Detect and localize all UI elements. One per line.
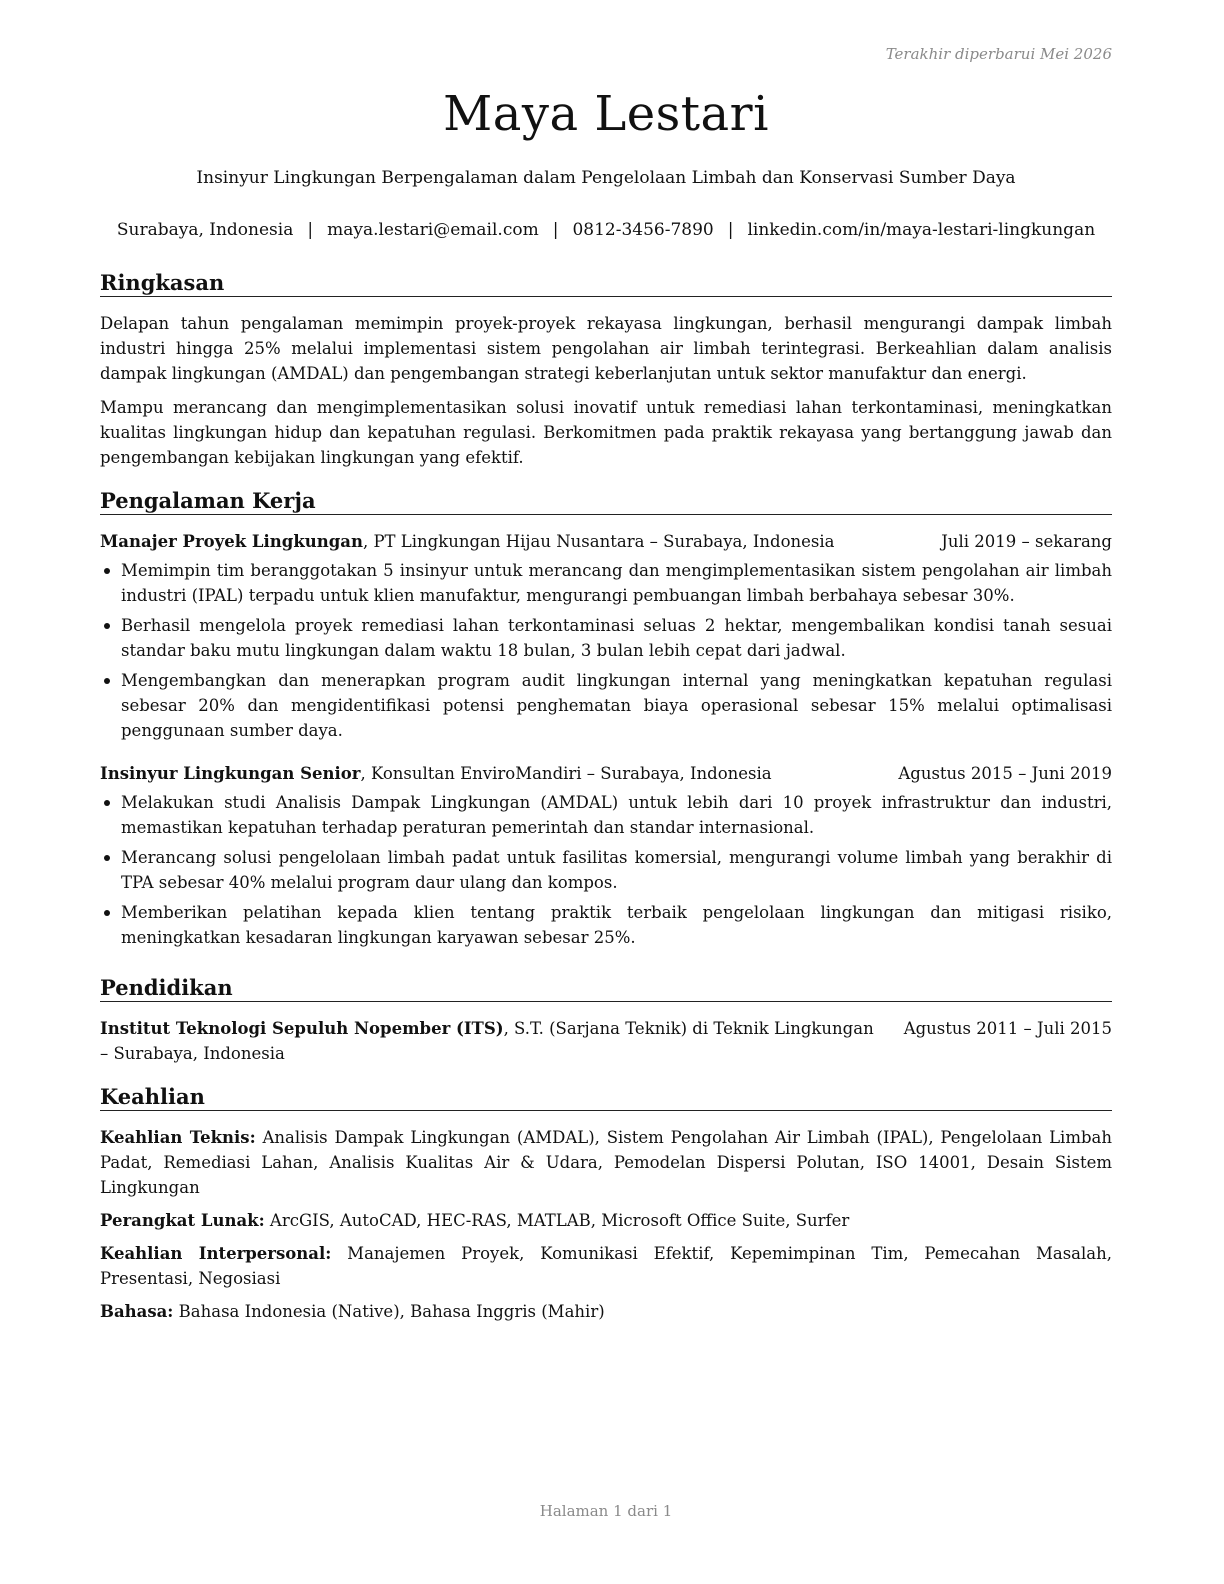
section-title-experience: Pengalaman Kerja xyxy=(100,488,1112,515)
last-updated-note: Terakhir diperbarui Mei 2026 xyxy=(885,45,1112,63)
education-entry xyxy=(100,1016,1112,1066)
job-bullet: Memimpin tim beranggotakan 5 insinyur untuk merancang dan mengimplementasikan sistem pengolahan air limbah industri (IPAL) terpadu untuk klien manufaktur, mengurangi pembuangan limbah berbahaya sebesar 30%. xyxy=(100,558,1112,608)
skill-line xyxy=(100,1241,1112,1291)
section-title-summary: Ringkasan xyxy=(100,270,1112,297)
education-location: – Surabaya, Indonesia xyxy=(100,1044,285,1063)
candidate-headline: Insinyur Lingkungan Berpengalaman dalam Pengelolaan Limbah dan Konservasi Sumber Daya xyxy=(196,168,1016,188)
skills-list xyxy=(100,1125,1112,1324)
skill-label: Perangkat Lunak: xyxy=(100,1211,265,1230)
job-title-line xyxy=(100,761,872,786)
summary-section xyxy=(100,270,1112,470)
section-title-skills: Keahlian xyxy=(100,1084,1112,1111)
skill-value: ArcGIS, AutoCAD, HEC-RAS, MATLAB, Microsoft Office Suite, Surfer xyxy=(264,1211,850,1230)
contact-linkedin[interactable]: linkedin.com/in/maya-lestari-lingkungan xyxy=(747,220,1096,240)
skill-label: Keahlian Teknis: xyxy=(100,1128,256,1147)
summary-paragraph: Delapan tahun pengalaman memimpin proyek-proyek rekayasa lingkungan, berhasil mengurangi dampak limbah industri hingga 25% melalui implementasi sistem pengolahan air limbah terintegrasi. Berkeahlian dalam analisis dampak lingkungan (AMDAL) dan pengembangan strategi keberlanjutan untuk sektor manufaktur dan energi. xyxy=(100,314,1112,383)
skill-line xyxy=(100,1208,1112,1233)
skill-label: Keahlian Interpersonal: xyxy=(100,1244,332,1263)
education-dates: Agustus 2011 – Juli 2015 xyxy=(903,1019,1112,1038)
job-bullets xyxy=(100,558,1112,743)
contact-separator: | xyxy=(727,220,734,240)
contact-phone[interactable]: 0812-3456-7890 xyxy=(572,220,714,240)
contact-location: Surabaya, Indonesia xyxy=(116,220,294,240)
job-entry xyxy=(100,761,1112,950)
job-bullets xyxy=(100,790,1112,950)
contact-email[interactable]: maya.lestari@email.com xyxy=(327,220,539,240)
contact-separator: | xyxy=(552,220,559,240)
summary-paragraph: Mampu merancang dan mengimplementasikan solusi inovatif untuk remediasi lahan terkontaminasi, meningkatkan kualitas lingkungan hidup dan kepatuhan regulasi. Berkomitmen pada praktik rekayasa yang bertanggung jawab dan pengembangan kebijakan lingkungan yang efektif. xyxy=(100,398,1112,467)
education-header xyxy=(100,1016,1112,1041)
job-dates: Juli 2019 – sekarang xyxy=(941,532,1112,551)
skill-label: Bahasa: xyxy=(100,1302,174,1321)
job-bullet: Memberikan pelatihan kepada klien tentang praktik terbaik pengelolaan lingkungan dan mitigasi risiko, meningkatkan kesadaran lingkungan karyawan sebesar 25%. xyxy=(100,900,1112,950)
contact-separator: | xyxy=(307,220,314,240)
job-role: Insinyur Lingkungan Senior xyxy=(100,764,361,783)
experience-section xyxy=(100,488,1112,955)
skill-line xyxy=(100,1299,1112,1324)
job-organization: , PT Lingkungan Hijau Nusantara – Surabaya, Indonesia xyxy=(362,532,835,551)
job-entry xyxy=(100,529,1112,743)
job-bullet: Merancang solusi pengelolaan limbah padat untuk fasilitas komersial, mengurangi volume limbah yang berakhir di TPA sebesar 40% melalui program daur ulang dan kompos. xyxy=(100,845,1112,895)
job-dates: Agustus 2015 – Juni 2019 xyxy=(898,764,1112,783)
job-header xyxy=(100,529,1112,554)
page-indicator: Halaman 1 dari 1 xyxy=(539,1502,673,1520)
contact-line xyxy=(100,220,1112,240)
job-bullet: Berhasil mengelola proyek remediasi lahan terkontaminasi seluas 2 hektar, mengembalikan kondisi tanah sesuai standar baku mutu lingkungan dalam waktu 18 bulan, 3 bulan lebih cepat dari jadwal. xyxy=(100,613,1112,663)
candidate-name: Maya Lestari xyxy=(443,86,769,142)
job-title-line xyxy=(100,529,925,554)
job-role: Manajer Proyek Lingkungan xyxy=(100,532,363,551)
education-school: Institut Teknologi Sepuluh Nopember (ITS) xyxy=(100,1019,504,1038)
education-degree: , S.T. (Sarjana Teknik) di Teknik Lingkungan xyxy=(503,1019,874,1038)
skill-line xyxy=(100,1125,1112,1200)
job-organization: , Konsultan EnviroMandiri – Surabaya, Indonesia xyxy=(360,764,772,783)
job-bullet: Mengembangkan dan menerapkan program audit lingkungan internal yang meningkatkan kepatuhan regulasi sebesar 20% dan mengidentifikasi potensi penghematan biaya operasional sebesar 15% melalui optimalisasi penggunaan sumber daya. xyxy=(100,668,1112,743)
job-bullet: Melakukan studi Analisis Dampak Lingkungan (AMDAL) untuk lebih dari 10 proyek infrastruktur dan industri, memastikan kepatuhan terhadap peraturan pemerintah dan standar internasional. xyxy=(100,790,1112,840)
section-title-education: Pendidikan xyxy=(100,975,1112,1002)
skill-value: Analisis Dampak Lingkungan (AMDAL), Sistem Pengolahan Air Limbah (IPAL), Pengelolaan Limbah Padat, Remediasi Lahan, Analisis Kualitas Air & Udara, Pemodelan Dispersi Polutan, ISO 14001, Desain Sistem Lingkungan xyxy=(100,1128,1112,1197)
job-header xyxy=(100,761,1112,786)
education-title-line xyxy=(100,1016,874,1041)
skills-section xyxy=(100,1084,1112,1332)
education-section xyxy=(100,975,1112,1066)
skill-value: Bahasa Indonesia (Native), Bahasa Inggris (Mahir) xyxy=(173,1302,605,1321)
skill-value: Manajemen Proyek, Komunikasi Efektif, Kepemimpinan Tim, Pemecahan Masalah, Presentasi, Negosiasi xyxy=(100,1244,1112,1288)
